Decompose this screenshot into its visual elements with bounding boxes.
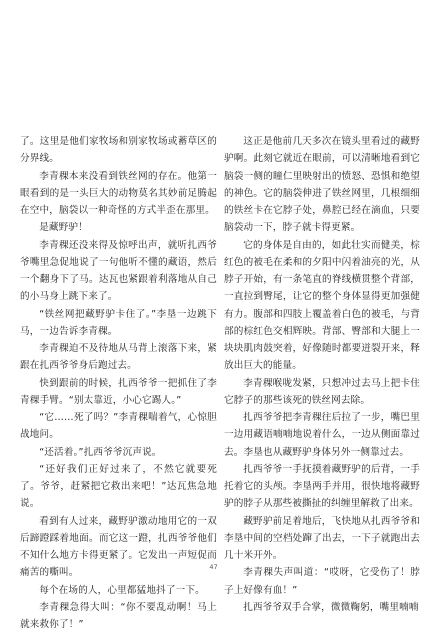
paragraph: 李青稞喉咙发紧，只想冲过去马上把卡住它脖子的那些该死的铁丝网去除。 [224, 377, 420, 406]
left-column [20, 133, 217, 633]
paragraph: 每个在场的人，心里都猛地抖了一下。 [39, 584, 205, 596]
paragraph: 李青稞失声叫道：“哎呀，它受伤了！脖子上好像有血！” [224, 567, 420, 596]
paragraph: 扎西爷爷双手合掌，微微鞠躬，嘴里喃喃 [243, 601, 419, 613]
paragraph: 看到有人过来，藏野驴激动地用它的一双后蹄蹬踩着地面。而它这一蹬，扎西爷爷他们不知什么地方卡得更紧了。它发出一声短促而痛苦的嘶叫。 [20, 515, 217, 579]
page-number: 47 [209, 563, 218, 571]
paragraph: 扎西爷爷把李青稞往后拉了一步，嘴巴里一边用藏语喃喃地说着什么，一边从侧面靠过去。李垦也从藏野驴身体另外一侧靠过去。 [224, 412, 420, 458]
paragraph: “还活着。”扎西爷爷沉声说。 [39, 446, 162, 458]
paragraph: 扎西爷爷一手抚摸着藏野驴的后背，一手托着它的头颅。李垦两手并用，很快地将藏野驴的脖子从那些被撕扯的纠缠里解救了出来。 [224, 463, 420, 510]
paragraph: 是藏野驴！ [39, 222, 88, 234]
paragraph: 李青稞迫不及待地从马背上滚落下来，紧跟在扎西爷爷身后跑过去。 [20, 343, 217, 372]
paragraph: “铁丝网把藏野驴卡住了。”李垦一边跳下马，一边告诉李青稞。 [20, 308, 217, 337]
paragraph: 藏野驴前足着地后，飞快地从扎西爷爷和李垦中间的空档处蹿了出去，一下子就跑出去几十米开外。 [224, 515, 420, 561]
paragraph: 了。这里是他们家牧场和别家牧场或蓄草区的分界线。 [20, 136, 217, 165]
paragraph: “还好我们正好过来了，不然它就要死了。爷爷，赶紧把它救出来吧！”达瓦焦急地说。 [20, 463, 217, 510]
paragraph: 李青稞本来没看到铁丝网的存在。他第一眼看到的是一头巨大的动物莫名其妙前足腾起在空中，脑袋以一种奇怪的方式半歪在那里。 [20, 170, 217, 216]
paragraph: 快到跟前的时候，扎西爷爷一把抓住了李青稞手臂。“别太靠近，小心它踢人。” [20, 377, 217, 406]
paragraph: “它……死了吗？”李青稞喘着气，心惊胆战地问。 [20, 412, 217, 441]
paragraph: 李青稞急得大叫：“你不要乱动啊！马上就来救你了！” [20, 601, 217, 630]
right-column [224, 133, 420, 616]
paragraph: 李青稞还没来得及惊呼出声，就听扎西爷爷嘴里急促地说了一句他听不懂的藏语，然后一个翻身下了马。达瓦也紧跟着利落地从自己的小马身上跳下来了。 [20, 239, 217, 303]
paragraph: 它的身体是自由的，如此壮实而健美，棕红色的被毛在柔和的夕阳中闪着油亮的光，从脖子开始，有一条笔直的脊线横贯整个背部，一直拉到臀尾，让它的整个身体显得更加强健有力。腹部和四肢上覆盖着白色的被毛，与背部的棕红色交相辉映。背部、臀部和大腿上一块块肌肉鼓突着，好像随时都要迸裂开来，释放出巨大的能量。 [224, 239, 420, 372]
paragraph: 这正是他前几天多次在镜头里看过的藏野驴啊。此刻它就近在眼前，可以清晰地看到它脑袋一侧的瞳仁里映射出的愤怒、恐惧和绝望的神色。它的脑袋伸进了铁丝网里，几根细细的铁丝卡在它脖子处，鼻腔已经在滴血，只要脑袋动一下，脖子就卡得更紧。 [224, 136, 420, 234]
